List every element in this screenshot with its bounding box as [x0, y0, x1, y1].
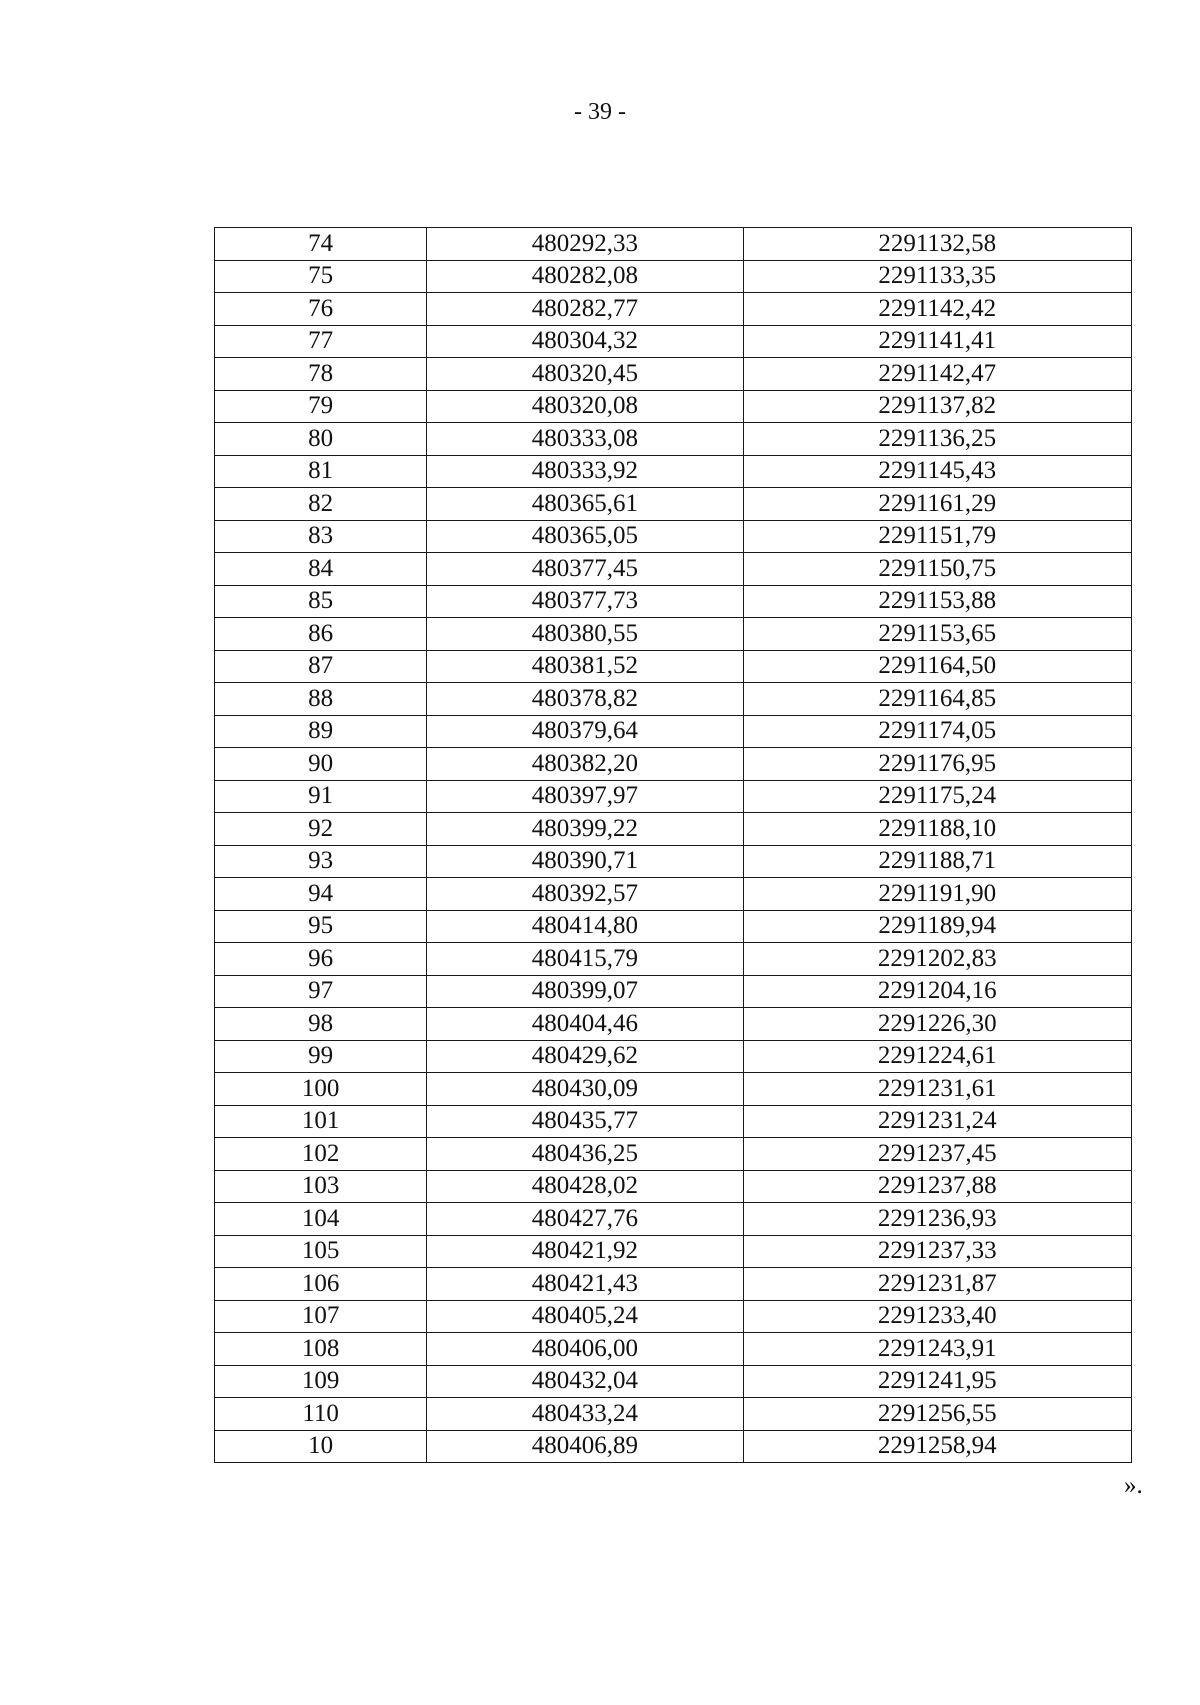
y-coordinate-cell: 2291153,88 — [743, 585, 1131, 618]
table-row — [215, 488, 1132, 521]
table-row — [215, 1333, 1132, 1366]
point-number-cell: 90 — [215, 748, 427, 781]
y-coordinate-cell: 2291243,91 — [743, 1333, 1131, 1366]
point-number-cell: 84 — [215, 553, 427, 586]
point-number-cell: 75 — [215, 260, 427, 293]
point-number-cell: 103 — [215, 1170, 427, 1203]
point-number-cell: 86 — [215, 618, 427, 651]
point-number-cell: 87 — [215, 650, 427, 683]
closing-quote-mark: ». — [1124, 1472, 1143, 1499]
point-number-cell: 89 — [215, 715, 427, 748]
x-coordinate-cell: 480430,09 — [427, 1073, 743, 1106]
x-coordinate-cell: 480427,76 — [427, 1203, 743, 1236]
x-coordinate-cell: 480399,22 — [427, 813, 743, 846]
table-row — [215, 553, 1132, 586]
table-row — [215, 650, 1132, 683]
point-number-cell: 91 — [215, 780, 427, 813]
y-coordinate-cell: 2291176,95 — [743, 748, 1131, 781]
x-coordinate-cell: 480433,24 — [427, 1398, 743, 1431]
x-coordinate-cell: 480429,62 — [427, 1040, 743, 1073]
point-number-cell: 78 — [215, 358, 427, 391]
table-row — [215, 975, 1132, 1008]
table-row — [215, 455, 1132, 488]
point-number-cell: 99 — [215, 1040, 427, 1073]
x-coordinate-cell: 480320,45 — [427, 358, 743, 391]
y-coordinate-cell: 2291141,41 — [743, 325, 1131, 358]
x-coordinate-cell: 480365,05 — [427, 520, 743, 553]
x-coordinate-cell: 480399,07 — [427, 975, 743, 1008]
x-coordinate-cell: 480304,32 — [427, 325, 743, 358]
y-coordinate-cell: 2291258,94 — [743, 1430, 1131, 1463]
point-number-cell: 102 — [215, 1138, 427, 1171]
y-coordinate-cell: 2291174,05 — [743, 715, 1131, 748]
table-row — [215, 390, 1132, 423]
y-coordinate-cell: 2291132,58 — [743, 228, 1131, 261]
table-row — [215, 845, 1132, 878]
x-coordinate-cell: 480320,08 — [427, 390, 743, 423]
y-coordinate-cell: 2291164,50 — [743, 650, 1131, 683]
point-number-cell: 85 — [215, 585, 427, 618]
x-coordinate-cell: 480428,02 — [427, 1170, 743, 1203]
point-number-cell: 83 — [215, 520, 427, 553]
y-coordinate-cell: 2291189,94 — [743, 910, 1131, 943]
y-coordinate-cell: 2291175,24 — [743, 780, 1131, 813]
y-coordinate-cell: 2291133,35 — [743, 260, 1131, 293]
point-number-cell: 80 — [215, 423, 427, 456]
y-coordinate-cell: 2291237,45 — [743, 1138, 1131, 1171]
point-number-cell: 88 — [215, 683, 427, 716]
x-coordinate-cell: 480379,64 — [427, 715, 743, 748]
x-coordinate-cell: 480414,80 — [427, 910, 743, 943]
x-coordinate-cell: 480392,57 — [427, 878, 743, 911]
y-coordinate-cell: 2291142,47 — [743, 358, 1131, 391]
table-row — [215, 228, 1132, 261]
table-row — [215, 1430, 1132, 1463]
y-coordinate-cell: 2291256,55 — [743, 1398, 1131, 1431]
y-coordinate-cell: 2291204,16 — [743, 975, 1131, 1008]
table-row — [215, 1138, 1132, 1171]
table-row — [215, 293, 1132, 326]
page-number: - 39 - — [574, 99, 626, 125]
table-row — [215, 1073, 1132, 1106]
point-number-cell: 77 — [215, 325, 427, 358]
table-row — [215, 618, 1132, 651]
coordinates-table — [214, 227, 1132, 1463]
y-coordinate-cell: 2291231,24 — [743, 1105, 1131, 1138]
y-coordinate-cell: 2291151,79 — [743, 520, 1131, 553]
x-coordinate-cell: 480377,45 — [427, 553, 743, 586]
x-coordinate-cell: 480435,77 — [427, 1105, 743, 1138]
point-number-cell: 110 — [215, 1398, 427, 1431]
y-coordinate-cell: 2291150,75 — [743, 553, 1131, 586]
y-coordinate-cell: 2291231,61 — [743, 1073, 1131, 1106]
y-coordinate-cell: 2291161,29 — [743, 488, 1131, 521]
table-row — [215, 585, 1132, 618]
coordinates-table-body — [215, 228, 1132, 1463]
x-coordinate-cell: 480333,08 — [427, 423, 743, 456]
y-coordinate-cell: 2291224,61 — [743, 1040, 1131, 1073]
point-number-cell: 74 — [215, 228, 427, 261]
point-number-cell: 98 — [215, 1008, 427, 1041]
point-number-cell: 97 — [215, 975, 427, 1008]
y-coordinate-cell: 2291153,65 — [743, 618, 1131, 651]
point-number-cell: 82 — [215, 488, 427, 521]
y-coordinate-cell: 2291137,82 — [743, 390, 1131, 423]
table-row — [215, 1365, 1132, 1398]
point-number-cell: 104 — [215, 1203, 427, 1236]
point-number-cell: 105 — [215, 1235, 427, 1268]
x-coordinate-cell: 480282,08 — [427, 260, 743, 293]
x-coordinate-cell: 480390,71 — [427, 845, 743, 878]
point-number-cell: 10 — [215, 1430, 427, 1463]
x-coordinate-cell: 480378,82 — [427, 683, 743, 716]
table-row — [215, 1008, 1132, 1041]
y-coordinate-cell: 2291236,93 — [743, 1203, 1131, 1236]
table-row — [215, 1300, 1132, 1333]
point-number-cell: 79 — [215, 390, 427, 423]
point-number-cell: 109 — [215, 1365, 427, 1398]
x-coordinate-cell: 480436,25 — [427, 1138, 743, 1171]
y-coordinate-cell: 2291237,33 — [743, 1235, 1131, 1268]
x-coordinate-cell: 480406,89 — [427, 1430, 743, 1463]
table-row — [215, 1105, 1132, 1138]
x-coordinate-cell: 480381,52 — [427, 650, 743, 683]
x-coordinate-cell: 480333,92 — [427, 455, 743, 488]
table-row — [215, 1203, 1132, 1236]
table-row — [215, 683, 1132, 716]
point-number-cell: 93 — [215, 845, 427, 878]
table-row — [215, 423, 1132, 456]
y-coordinate-cell: 2291145,43 — [743, 455, 1131, 488]
y-coordinate-cell: 2291202,83 — [743, 943, 1131, 976]
x-coordinate-cell: 480377,73 — [427, 585, 743, 618]
y-coordinate-cell: 2291191,90 — [743, 878, 1131, 911]
x-coordinate-cell: 480405,24 — [427, 1300, 743, 1333]
point-number-cell: 95 — [215, 910, 427, 943]
table-row — [215, 748, 1132, 781]
x-coordinate-cell: 480382,20 — [427, 748, 743, 781]
table-row — [215, 325, 1132, 358]
table-row — [215, 1040, 1132, 1073]
table-row — [215, 1398, 1132, 1431]
y-coordinate-cell: 2291237,88 — [743, 1170, 1131, 1203]
x-coordinate-cell: 480432,04 — [427, 1365, 743, 1398]
point-number-cell: 81 — [215, 455, 427, 488]
y-coordinate-cell: 2291188,71 — [743, 845, 1131, 878]
x-coordinate-cell: 480397,97 — [427, 780, 743, 813]
table-row — [215, 1235, 1132, 1268]
y-coordinate-cell: 2291241,95 — [743, 1365, 1131, 1398]
y-coordinate-cell: 2291226,30 — [743, 1008, 1131, 1041]
x-coordinate-cell: 480421,43 — [427, 1268, 743, 1301]
point-number-cell: 92 — [215, 813, 427, 846]
table-row — [215, 358, 1132, 391]
x-coordinate-cell: 480292,33 — [427, 228, 743, 261]
table-row — [215, 715, 1132, 748]
table-row — [215, 878, 1132, 911]
point-number-cell: 76 — [215, 293, 427, 326]
table-row — [215, 780, 1132, 813]
point-number-cell: 107 — [215, 1300, 427, 1333]
x-coordinate-cell: 480421,92 — [427, 1235, 743, 1268]
y-coordinate-cell: 2291164,85 — [743, 683, 1131, 716]
x-coordinate-cell: 480380,55 — [427, 618, 743, 651]
x-coordinate-cell: 480415,79 — [427, 943, 743, 976]
y-coordinate-cell: 2291188,10 — [743, 813, 1131, 846]
y-coordinate-cell: 2291231,87 — [743, 1268, 1131, 1301]
table-row — [215, 520, 1132, 553]
x-coordinate-cell: 480365,61 — [427, 488, 743, 521]
table-row — [215, 813, 1132, 846]
point-number-cell: 94 — [215, 878, 427, 911]
x-coordinate-cell: 480406,00 — [427, 1333, 743, 1366]
point-number-cell: 108 — [215, 1333, 427, 1366]
y-coordinate-cell: 2291136,25 — [743, 423, 1131, 456]
table-row — [215, 1170, 1132, 1203]
y-coordinate-cell: 2291142,42 — [743, 293, 1131, 326]
x-coordinate-cell: 480404,46 — [427, 1008, 743, 1041]
point-number-cell: 101 — [215, 1105, 427, 1138]
table-row — [215, 1268, 1132, 1301]
point-number-cell: 106 — [215, 1268, 427, 1301]
y-coordinate-cell: 2291233,40 — [743, 1300, 1131, 1333]
table-row — [215, 260, 1132, 293]
x-coordinate-cell: 480282,77 — [427, 293, 743, 326]
table-row — [215, 910, 1132, 943]
point-number-cell: 96 — [215, 943, 427, 976]
point-number-cell: 100 — [215, 1073, 427, 1106]
table-row — [215, 943, 1132, 976]
